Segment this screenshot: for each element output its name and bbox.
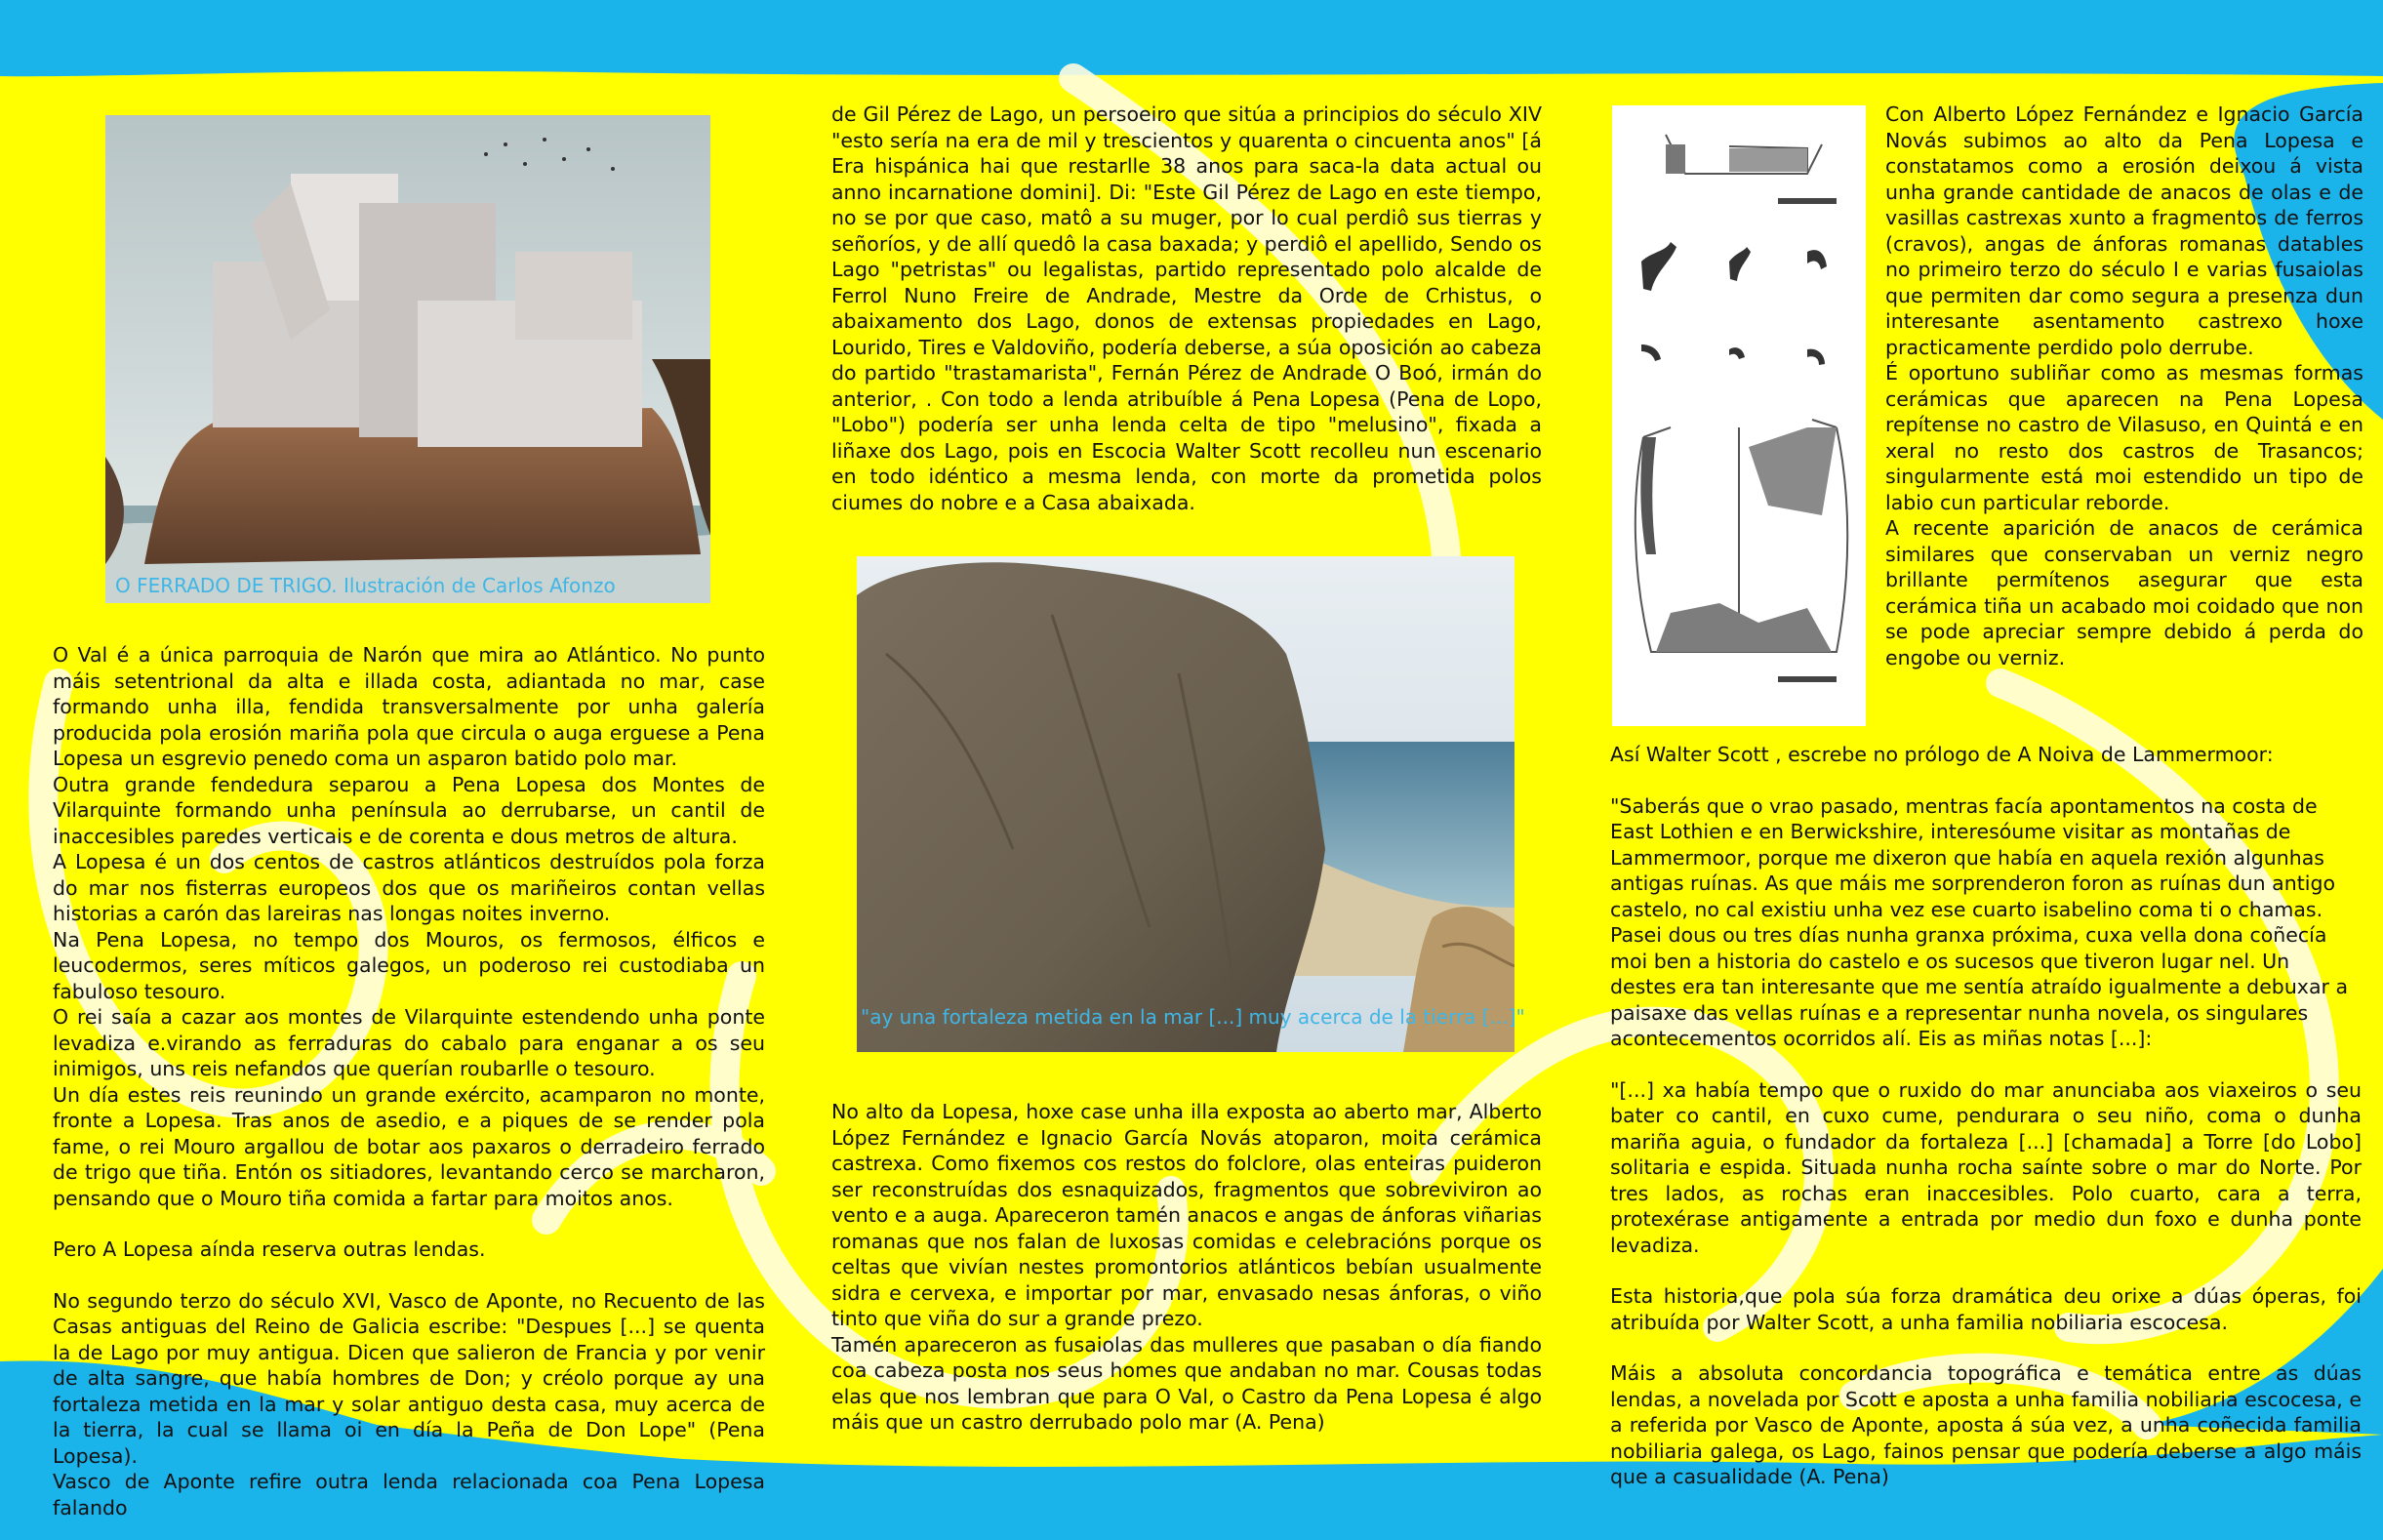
col3-quote-1: "Saberás que o vrao pasado, mentras facía apontamentos na costa de East Lothien e en Berwickshire, interesóume visitar as montañas de Lammermoor, porque me dixeron que había en aquela rexión algunhas antigas ruínas. As que máis me sorprenderon foron as ruínas dun antigo castelo, no cal existiu unha vez ese cuarto isabelino coma ti o chamas. Pasei dous ou tres días nunha granxa próxima, cuxa vella dona coñecía moi ben a historia do castelo e os sucesos que tiveron lugar nel. Un destes era tan interesante que me sentía atraído igualmente a debuxar a paisaxe das vellas ruínas e a representar nunha novela, os singulares acontecementos ocorridos alí. Eis as miñas notas [...]: — [1610, 793, 2349, 1050]
col3-paragraph: Máis a absoluta concordancia topográfica e temática entre as dúas lendas, a novelada por Scott e aposta a unha familia nobiliaria escocesa, e a referida por Vasco de Aponte, aposta á súa vez, a unha coñecida familia nobiliaria galega, os Lago, fainos pensar que podería deberse a algo máis que a casualidade (A. Pena) — [1610, 1361, 2362, 1488]
col3-intro: Así Walter Scott , escrebe no prólogo de A Noiva de Lammermoor: — [1610, 743, 2274, 766]
illustration-caption: O FERRADO DE TRIGO. Ilustración de Carlos Afonzo — [115, 574, 616, 597]
column-1 — [53, 642, 765, 1520]
col3-side-paragraph: Con Alberto López Fernández e Ignacio García Novás subimos ao alto da Pena Lopesa e constatamos como a erosión deixou á vista unha grande cantidade de anacos de olas e de vasillas castrexas xunto a fragmentos de ferros (cravos), angas de ánforas romanas datables no primeiro terzo do século I e varias fusaiolas que permiten dar como segura a presenza dun interesante asentamento castrexo hoxe practicamente perdido polo derrube. — [1885, 102, 2363, 359]
col2-bottom-paragraph: Tamén apareceron as fusaiolas das mulleres que pasaban o día fiando coa cabeza posta nos seus homes que andaban no mar. Cousas todas elas que nos lembran que para O Val, o Castro da Pena Lopesa é algo máis que un castro derrubado polo mar (A. Pena) — [831, 1332, 1542, 1434]
col2-bottom-paragraph: No alto da Lopesa, hoxe case unha illa exposta ao aberto mar, Alberto López Fernández e Ignacio García Novás atoparon, moita cerámica castrexa. Como fixemos cos restos do folclore, olas enteiras puideron ser reconstruídas dos esnaquizados, fragmentos que sobreviviron ao vento e a auga. Apareceron tamén anacos e angas de ánforas viñarias romanas que nos falan de luxosas comidas e celebracións porque os celtas que vivían nestes promontorios atlánticos bebían usualmente sidra e cervexa, e importar por mar, envasado nesas ánforas, o viño tinto que viña do sur a grande prezo. — [831, 1100, 1542, 1330]
column-2-bottom — [831, 1099, 1542, 1436]
castle-illustration — [105, 115, 710, 603]
col3-paragraph: Esta historia,que pola súa forza dramática deu orixe a dúas óperas, foi atribuída por Walter Scott, a unha familia nobiliaria escocesa. — [1610, 1284, 2362, 1334]
col1-paragraph: O Val é a única parroquia de Narón que mira ao Atlántico. No punto máis setentrional da alta e illada costa, adiantada no mar, case formando unha illa, fendida transversalmente por unha galería producida pola erosión mariña pola que circula o auga erguese a Pena Lopesa un esgrevio penedo coma un asparon batido polo mar. — [53, 643, 765, 770]
col1-paragraph: Na Pena Lopesa, no tempo dos Mouros, os fermosos, élficos e leucodermos, seres míticos galegos, un poderoso rei custodiaba un fabuloso tesouro. — [53, 927, 765, 1003]
col3-side-paragraph: É oportuno subliñar como as mesmas formas cerámicas que aparecen na Pena Lopesa repítense no castro de Vilasuso, en Quintá e en xeral no resto dos castros de Trasancos; singularmente está moi estendido un tipo de labio cun particular reborde. — [1885, 361, 2363, 514]
column-3 — [1610, 742, 2362, 1490]
rock-photo — [857, 556, 1515, 1052]
col3-side-paragraph: A recente aparición de anacos de cerámica similares que conservaban un verniz negro brillante permítenos asegurar que esta cerámica tiña un acabado moi coidado que non se pode apreciar sempre debido á perda do engobe ou verniz. — [1885, 516, 2363, 669]
col1-paragraph: A Lopesa é un dos centos de castros atlánticos destruídos pola forza do mar nos fisterras europeos dos que os mariñeiros contan vellas historias a carón das lareiras nas longas noites inverno. — [53, 850, 765, 925]
column-3-side — [1885, 101, 2363, 670]
col1-paragraph: Vasco de Aponte refire outra lenda relacionada coa Pena Lopesa falando — [53, 1470, 765, 1520]
col1-paragraph: Pero A Lopesa aínda reserva outras lendas. — [53, 1237, 486, 1261]
rock-photo-caption: "ay una fortaleza metida en la mar [...] muy acerca de la tierra [...]" — [861, 1005, 1525, 1029]
pottery-sketch — [1612, 105, 1866, 726]
col1-paragraph: Un día estes reis reunindo un grande exército, acamparon no monte, fronte a Lopesa. Tras anos de asedio, e a piques de se render pola fame, o rei Mouro argallou de botar aos paxaros o derradeiro ferrado de trigo que tiña. Entón os sitiadores, levantando cerco se marcharon, pensando que o Mouro tiña comida a fartar para moitos anos. — [53, 1082, 765, 1210]
col1-paragraph: O rei saía a cazar aos montes de Vilarquinte estendendo unha ponte levadiza e.virando as ferraduras do cabalo para enganar a os seu inimigos, uns reis nefandos que querían roubarlle o tesouro. — [53, 1005, 765, 1080]
col1-paragraph: No segundo terzo do século XVI, Vasco de Aponte, no Recuento de las Casas antiguas del Reino de Galicia escribe: "Despues [...] se quenta la de Lago por muy antigua. Dicen que salieron de Francia y por venir de alta sangre, que había hombres de Don; y créolo porque ay una fortaleza metida en la mar y solar antiguo desta casa, muy acerca de la tierra, la cual se llama oi en día la Peña de Don Lope" (Pena Lopesa). — [53, 1288, 765, 1468]
col3-quote-2: "[...] xa había tempo que o ruxido do mar anunciaba aos viaxeiros o seu bater co cantil, en cuxo cume, pendurara o seu niño, coma o dunha mariña aguia, o fundador da fortaleza [...] [chamada] a Torre [do Lobo] solitaria e espida. Situada nunha rocha saínte sobre o mar do Norte. Por tres lados, as rochas eran inaccesibles. Polo cuarto, cara a terra, protexérase antigamente a entrada por medio dun foxo e dunha ponte levadiza. — [1610, 1077, 2362, 1257]
col2-top-paragraph: de Gil Pérez de Lago, un persoeiro que sitúa a principios do século XIV "esto sería na era de mil y trescientos y quarenta o cincuenta anos" [á Era hispánica hai que restarlle 38 anos para saca-la data actual ou anno incarnatione domini]. Di: "Este Gil Pérez de Lago en este tiempo, no se por que caso, matô a su muger, por lo cual perdiô sus tierras y señoríos, y de allí quedô la casa baxada; y perdiô el apellido, Sendo os Lago "petristas" ou legalistas, partido representado polo alcalde de Ferrol Nuno Freire de Andrade, Mestre da Orde de Crhistus, o abaixamento dos Lago, donos de extensas propiedades en Lago, Lourido, Tires e Valdoviño, podería deberse, a súa oposición ao cabeza do partido "trastamarista", Fernán Pérez de Andrade O Boó, irmán do anterior, . Con todo a lenda atribuíble á Pena Lopesa (Pena de Lopo, "Lobo") podería ser unha lenda celta de tipo "melusino", fixada a liñaxe dos Lago, pois en Escocia Walter Scott recolleu nun escenario en todo idéntico a mesma lenda, con morte da prometida polos ciumes do nobre e a Casa abaixada. — [831, 102, 1542, 514]
col1-paragraph: Outra grande fendedura separou a Pena Lopesa dos Montes de Vilarquinte formando unha península ao derrubarse, un cantil de inaccesibles paredes verticais e de corenta e dous metros de altura. — [53, 772, 765, 848]
column-2-top — [831, 101, 1542, 515]
